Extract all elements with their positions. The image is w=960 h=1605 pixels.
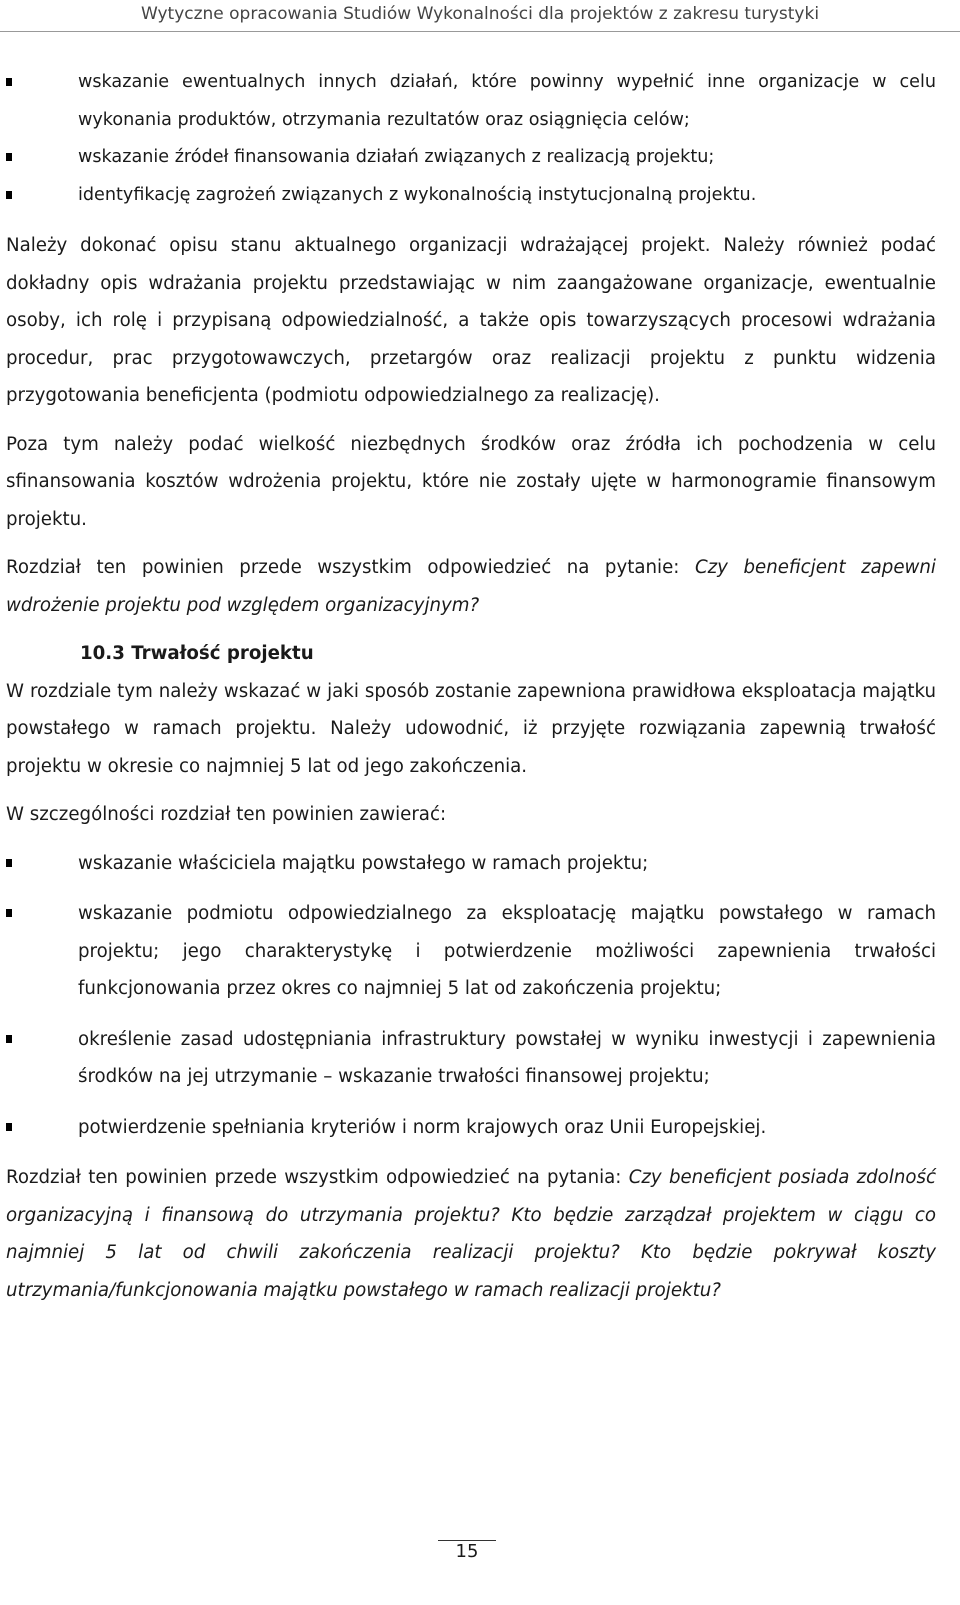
list-item: identyfikację zagrożeń związanych z wykonalnością instytucjonalną projektu. — [6, 177, 936, 215]
question-lead: Rozdział ten powinien przede wszystkim odpowiedzieć na pytanie: — [6, 557, 695, 578]
paragraph-list-intro: W szczególności rozdział ten powinien zawierać: — [6, 804, 447, 825]
list-item: wskazanie podmiotu odpowiedzialnego za eksploatację majątku powstałego w ramach projektu; jego charakterystykę i potwierdzenie możliwości zapewnienia trwałości funkcjonowania przez okres co najmniej 5 lat od zakończenia projektu; — [6, 895, 936, 1008]
document-body — [6, 64, 936, 1320]
paragraph-implementation: Należy dokonać opisu stanu aktualnego organizacji wdrażającej projekt. Należy również podać dokładny opis wdrażania projektu przedstawiając w nim zaangażowane organizacje, ewentualnie osoby, ich rolę i przypisaną odpowiedzialność, a także opis towarzyszących procesowi wdrażania procedur, prac przygotowawczych, przetargów oraz realizacji projektu z punktu widzenia przygotowania beneficjenta (podmiotu odpowiedzialnego za realizację). — [6, 235, 936, 406]
bullet-list-durability — [6, 845, 936, 1147]
paragraph-key-question — [6, 549, 936, 624]
question-lead: Rozdział ten powinien przede wszystkim odpowiedzieć na pytania: — [6, 1167, 629, 1188]
section-heading — [80, 635, 936, 673]
paragraph-durability: W rozdziale tym należy wskazać w jaki sposób zostanie zapewniona prawidłowa eksploatacja majątku powstałego w ramach projektu. Należy udowodnić, iż przyjęte rozwiązania zapewnią trwałość projektu w okresie co najmniej 5 lat od jego zakończenia. — [6, 680, 936, 777]
section-number: 10.3 — [80, 643, 125, 664]
question-text: Czy beneficjent zapewni wdrożenie projektu pod względem organizacyjnym? — [6, 557, 936, 616]
running-header: Wytyczne opracowania Studiów Wykonalności dla projektów z zakresu turystyki — [140, 4, 820, 24]
list-item: wskazanie właściciela majątku powstałego w ramach projektu; — [6, 845, 936, 883]
paragraph-key-questions — [6, 1159, 936, 1309]
section-title: Trwałość projektu — [131, 643, 314, 664]
paragraph-funding: Poza tym należy podać wielkość niezbędnych środków oraz źródła ich pochodzenia w celu sfinansowania kosztów wdrożenia projektu, które nie zostały ujęte w harmonogramie finansowym projektu. — [6, 433, 936, 530]
list-item: wskazanie ewentualnych innych działań, które powinny wypełnić inne organizacje w celu wykonania produktów, otrzymania rezultatów oraz osiągnięcia celów; — [6, 64, 936, 139]
list-item: określenie zasad udostępniania infrastruktury powstałej w wyniku inwestycji i zapewnienia środków na jej utrzymanie – wskazanie trwałości finansowej projektu; — [6, 1021, 936, 1096]
header-divider — [0, 31, 960, 32]
page-number: 15 — [455, 1541, 479, 1562]
list-item: potwierdzenie spełniania kryteriów i norm krajowych oraz Unii Europejskiej. — [6, 1109, 936, 1147]
list-item: wskazanie źródeł finansowania działań związanych z realizacją projektu; — [6, 139, 936, 177]
bullet-list-institutional — [6, 64, 936, 214]
question-text: Czy beneficjent posiada zdolność organizacyjną i finansową do utrzymania projektu? Kto będzie zarządzał projektem w ciągu co najmniej 5 lat od chwili zakończenia realizacji projektu? Kto będzie pokrywał koszty utrzymania/funkcjonowania majątku powstałego w ramach realizacji projektu? — [6, 1167, 936, 1301]
